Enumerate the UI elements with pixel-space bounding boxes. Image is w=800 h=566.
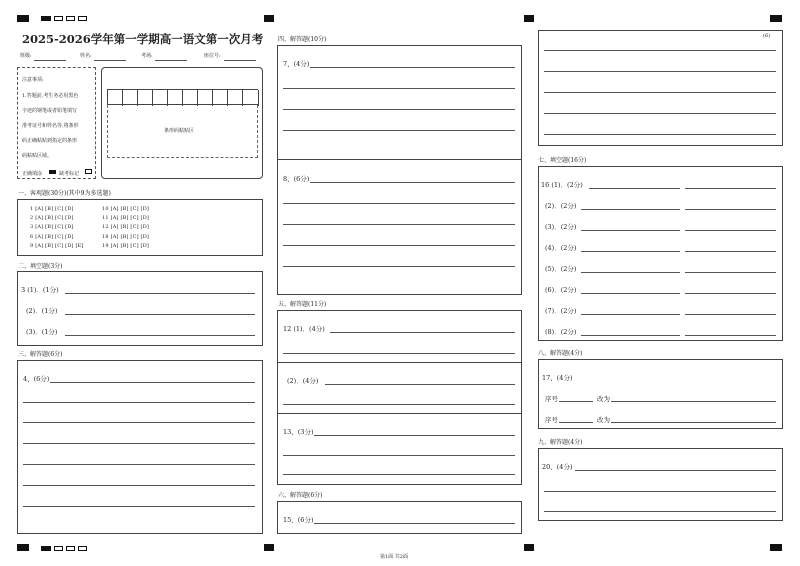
answer-line[interactable] — [325, 384, 515, 385]
answer-line[interactable] — [544, 71, 776, 72]
name-field[interactable] — [94, 60, 126, 61]
answer-line[interactable] — [283, 245, 515, 246]
divider — [278, 362, 521, 363]
choice-row[interactable]: 18 [A] [B] [C] [D] — [102, 234, 150, 240]
answer-line[interactable] — [283, 224, 515, 225]
barcode-area — [101, 67, 263, 179]
notice-box — [17, 67, 96, 179]
registration-mark — [54, 16, 63, 21]
answer-line[interactable] — [283, 130, 515, 131]
question-label: (7)．(2分) — [545, 307, 577, 315]
question-label: (2)．(1分) — [26, 307, 58, 315]
section-9-title: 九、解答题(4分) — [538, 439, 583, 446]
choice-row[interactable]: 2 [A] [B] [C] [D] — [30, 215, 74, 221]
answer-line[interactable] — [685, 293, 776, 294]
correct-fill-sample — [49, 170, 56, 174]
choice-row[interactable]: 6 [A] [B] [C] [D] — [30, 234, 74, 240]
registration-mark — [17, 15, 29, 22]
section-1-title: 一、客观题(30分)(其中9为多选题) — [18, 190, 111, 197]
notice-line: 准考证号和姓名等,将条形 — [22, 123, 79, 129]
answer-line[interactable] — [544, 50, 776, 51]
registration-mark — [17, 544, 29, 551]
answer-line[interactable] — [314, 523, 515, 524]
answer-line[interactable] — [283, 455, 515, 456]
absent-mark-box[interactable] — [85, 169, 92, 174]
answer-box-q15 — [277, 501, 522, 534]
question-label: (5)．(2分) — [545, 265, 577, 273]
question-label: 15、(6分) — [283, 516, 314, 524]
answer-line[interactable] — [544, 113, 776, 114]
choice-box — [17, 199, 263, 256]
question-label: 3 (1)．(1分) — [21, 286, 59, 294]
section-7-title: 七、填空题(16分) — [538, 157, 587, 164]
divider — [278, 413, 521, 414]
question-label: (4)．(2分) — [545, 244, 577, 252]
question-label: (3)．(2分) — [545, 223, 577, 231]
correct-fill-label: 正确填涂 — [22, 171, 43, 177]
sequence-label: 序号 — [545, 395, 558, 403]
registration-mark — [524, 15, 534, 22]
registration-mark — [41, 16, 51, 21]
answer-line[interactable] — [283, 266, 515, 267]
answer-line[interactable] — [581, 272, 680, 273]
question-label: (3)．(1分) — [26, 328, 58, 336]
question-label: (2)．(2分) — [545, 202, 577, 210]
info-fields — [18, 52, 263, 62]
change-label: 改为 — [597, 395, 610, 403]
question-label: 17、(4分) — [542, 374, 573, 382]
seat-label: 座位号: — [204, 53, 221, 59]
answer-line[interactable] — [685, 230, 776, 231]
section-2-title: 二、填空题(3分) — [18, 263, 63, 270]
answer-line[interactable] — [23, 402, 255, 403]
candidate-number-grid[interactable] — [107, 89, 258, 105]
answer-line[interactable] — [23, 506, 255, 507]
registration-mark — [264, 15, 274, 22]
registration-mark — [770, 544, 782, 551]
choice-row[interactable]: 19 [A] [B] [C] [D] — [102, 243, 150, 249]
fill-box-q16 — [538, 166, 783, 341]
change-field[interactable] — [611, 401, 776, 402]
change-label: 改为 — [597, 416, 610, 424]
answer-line[interactable] — [283, 404, 515, 405]
answer-line[interactable] — [581, 293, 680, 294]
answer-line[interactable] — [283, 109, 515, 110]
section-5-title: 五、解答题(11分) — [278, 301, 327, 308]
exam-room-label: 考场: — [141, 53, 153, 59]
absent-mark-label: 缺考标记 — [59, 171, 80, 177]
registration-mark — [66, 16, 75, 21]
choice-row[interactable]: 11 [A] [B] [C] [D] — [102, 215, 150, 221]
answer-line[interactable] — [283, 353, 515, 354]
answer-box-q4 — [17, 360, 263, 534]
answer-line[interactable] — [283, 203, 515, 204]
question-label: 8、(6分) — [283, 175, 310, 183]
answer-line[interactable] — [685, 272, 776, 273]
answer-line[interactable] — [23, 443, 255, 444]
answer-line[interactable] — [581, 251, 680, 252]
notice-line: 码正确粘贴到指定的条形 — [22, 138, 78, 144]
answer-line[interactable] — [314, 435, 515, 436]
notice-line: 字迹的钢笔或者铅笔填写 — [22, 108, 78, 114]
continued-mark: (6) — [763, 33, 771, 39]
exam-room-field[interactable] — [155, 60, 187, 61]
question-label: 16 (1)．(2分) — [541, 181, 583, 189]
fill-box-q3 — [17, 271, 263, 346]
answer-line[interactable] — [581, 314, 680, 315]
sequence-field[interactable] — [559, 401, 593, 402]
choice-row[interactable]: 1 [A] [B] [C] [D] — [30, 206, 74, 212]
answer-line[interactable] — [685, 188, 776, 189]
divider — [278, 159, 521, 160]
registration-mark — [524, 544, 534, 551]
seat-field[interactable] — [224, 60, 256, 61]
answer-line[interactable] — [581, 230, 680, 231]
answer-line[interactable] — [50, 382, 255, 383]
question-label: (2)．(4分) — [287, 377, 319, 385]
choice-row[interactable]: 3 [A] [B] [C] [D] — [30, 224, 74, 230]
answer-line[interactable] — [685, 209, 776, 210]
answer-line[interactable] — [65, 314, 255, 315]
answer-line[interactable] — [589, 188, 680, 189]
answer-line[interactable] — [310, 182, 515, 183]
answer-line[interactable] — [23, 464, 255, 465]
class-label: 班级: — [20, 53, 32, 59]
registration-mark — [78, 546, 87, 551]
answer-line[interactable] — [544, 92, 776, 93]
answer-line[interactable] — [685, 314, 776, 315]
section-8-title: 八、解答题(4分) — [538, 350, 583, 357]
choice-row[interactable]: 10 [A] [B] [C] [D] — [102, 206, 150, 212]
sequence-field[interactable] — [559, 422, 593, 423]
registration-mark — [770, 15, 782, 22]
question-label: 7、(4分) — [283, 60, 310, 68]
choice-row[interactable]: 9 [A] [B] [C] [D] [E] — [30, 243, 84, 249]
page-footer: 第1面 共2面 — [380, 554, 408, 560]
answer-line[interactable] — [283, 88, 515, 89]
registration-mark — [41, 546, 51, 551]
answer-box-q20 — [538, 448, 783, 521]
question-label: 20、(4分) — [542, 463, 573, 471]
notice-line: 1.答题前,考生务必用黑色 — [22, 93, 79, 99]
answer-line[interactable] — [65, 335, 255, 336]
answer-line[interactable] — [310, 67, 515, 68]
answer-line[interactable] — [65, 293, 255, 294]
page-title: 2025-2026学年第一学期高一语文第一次月考 — [22, 32, 264, 46]
notice-line: 码粘贴区域。 — [22, 153, 53, 159]
registration-mark — [78, 16, 87, 21]
answer-line[interactable] — [23, 422, 255, 423]
change-field[interactable] — [611, 422, 776, 423]
class-field[interactable] — [34, 60, 66, 61]
registration-mark — [66, 546, 75, 551]
answer-box-continued — [538, 30, 783, 146]
answer-box-q7-q8 — [277, 45, 522, 295]
answer-box-q12-q13 — [277, 310, 522, 485]
answer-line[interactable] — [283, 474, 515, 475]
question-label: 13、(3分) — [283, 428, 314, 436]
answer-line[interactable] — [575, 470, 776, 471]
registration-mark — [264, 544, 274, 551]
question-label: 12 (1)．(4分) — [283, 325, 325, 333]
section-3-title: 三、解答题(6分) — [18, 351, 63, 358]
answer-box-q17 — [538, 359, 783, 429]
question-label: (8)．(2分) — [545, 328, 577, 336]
section-6-title: 六、解答题(6分) — [278, 492, 323, 499]
answer-line[interactable] — [581, 335, 680, 336]
answer-line[interactable] — [330, 332, 515, 333]
sequence-label: 序号 — [545, 416, 558, 424]
notice-heading: 注意事项: — [22, 77, 44, 83]
answer-line[interactable] — [685, 335, 776, 336]
answer-line[interactable] — [23, 485, 255, 486]
barcode-label: 条形码粘贴区 — [164, 128, 195, 134]
choice-row[interactable]: 12 [A] [B] [C] [D] — [102, 224, 150, 230]
name-label: 姓名: — [80, 53, 92, 59]
section-4-title: 四、解答题(10分) — [278, 36, 327, 43]
answer-line[interactable] — [544, 134, 776, 135]
registration-mark — [54, 546, 63, 551]
answer-line[interactable] — [544, 511, 776, 512]
question-label: (6)．(2分) — [545, 286, 577, 294]
answer-line[interactable] — [581, 209, 680, 210]
answer-line[interactable] — [544, 491, 776, 492]
question-label: 4、(6分) — [23, 375, 50, 383]
answer-line[interactable] — [685, 251, 776, 252]
